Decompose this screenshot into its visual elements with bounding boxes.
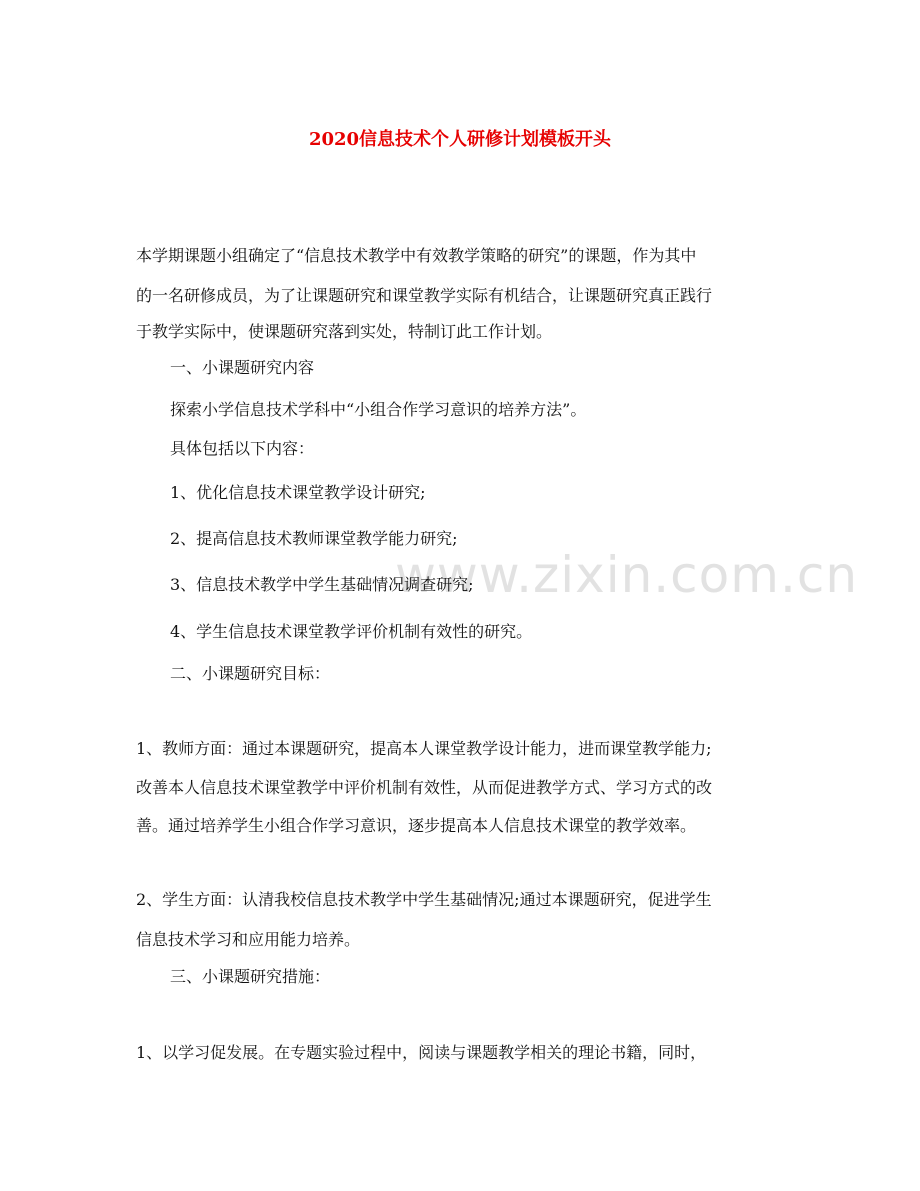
list-item: 1、优化信息技术课堂教学设计研究; [170, 483, 426, 502]
paragraph-line: 1、以学习促发展。在专题实验过程中，阅读与课题教学相关的理论书籍，同时， [136, 1043, 707, 1062]
list-item: 4、学生信息技术课堂教学评价机制有效性的研究。 [170, 622, 533, 641]
list-item: 2、提高信息技术教师课堂教学能力研究; [170, 529, 458, 548]
paragraph-line: 的一名研修成员，为了让课题研究和课堂教学实际有机结合，让课题研究真正践行 [136, 286, 713, 305]
paragraph-line: 于教学实际中，使课题研究落到实处，特制订此工作计划。 [136, 322, 553, 341]
paragraph-line: 具体包括以下内容： [170, 439, 315, 458]
paragraph-line: 1、教师方面：通过本课题研究，提高本人课堂教学设计能力，进而课堂教学能力; [136, 739, 712, 758]
section-heading: 二、小课题研究目标： [170, 664, 331, 683]
paragraph-line: 本学期课题小组确定了“信息技术教学中有效教学策略的研究”的课题，作为其中 [136, 246, 697, 265]
section-heading: 三、小课题研究措施： [170, 967, 331, 986]
paragraph-line: 信息技术学习和应用能力培养。 [136, 930, 361, 949]
watermark: www.zixin.com.cn [395, 546, 859, 604]
list-item: 3、信息技术教学中学生基础情况调查研究; [170, 575, 474, 594]
paragraph-line: 2、学生方面：认清我校信息技术教学中学生基础情况;通过本课题研究，促进学生 [136, 890, 712, 909]
paragraph-line: 改善本人信息技术课堂教学中评价机制有效性，从而促进教学方式、学习方式的改 [136, 778, 713, 797]
document-title: 2020信息技术个人研修计划模板开头 [308, 129, 612, 150]
paragraph-line: 探索小学信息技术学科中“小组合作学习意识的培养方法”。 [170, 400, 587, 419]
paragraph-line: 善。通过培养学生小组合作学习意识，逐步提高本人信息技术课堂的教学效率。 [136, 816, 697, 835]
section-heading: 一、小课题研究内容 [170, 358, 315, 377]
